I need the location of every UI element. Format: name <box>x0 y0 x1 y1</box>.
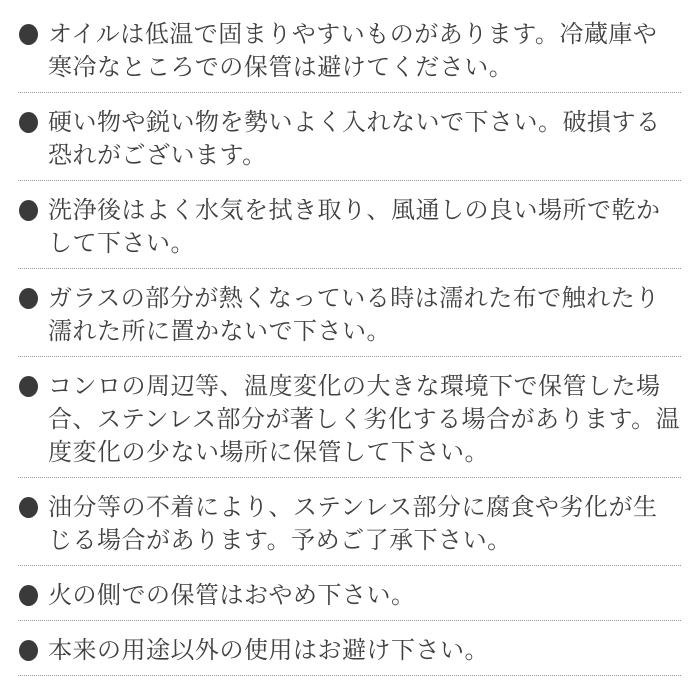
bullet-icon <box>19 497 38 518</box>
care-instruction-text: オイルは低温で固まりやすいものがあります。冷蔵庫や寒冷なところでの保管は避けてください。 <box>48 21 658 81</box>
care-instruction-text: ガラスの部分が熱くなっている時は濡れた布で触れたり濡れた所に置かないで下さい。 <box>48 285 660 345</box>
bullet-icon <box>19 24 38 45</box>
list-item <box>18 478 681 566</box>
care-instruction-text: 火の側での保管はおやめ下さい。 <box>48 582 416 609</box>
list-item <box>18 93 681 181</box>
list-item <box>18 181 681 269</box>
list-item <box>18 357 681 478</box>
care-instruction-text: 洗浄後はよく水気を拭き取り、風通しの良い場所で乾かして下さい。 <box>48 197 661 257</box>
care-instruction-text: 油分等の不着により、ステンレス部分に腐食や劣化が生じる場合があります。予めご了承下さい。 <box>48 494 658 554</box>
care-instruction-text: 硬い物や鋭い物を勢いよく入れないで下さい。破損する恐れがございます。 <box>48 109 661 169</box>
bullet-icon <box>19 376 38 397</box>
bullet-icon <box>19 288 38 309</box>
list-item <box>18 566 681 621</box>
list-item <box>18 5 681 93</box>
care-instruction-text: コンロの周辺等、温度変化の大きな環境下で保管した場合、ステンレス部分が著しく劣化する場合があります。温度変化の少ない場所に保管して下さい。 <box>48 373 681 466</box>
list-item <box>18 269 681 357</box>
bullet-icon <box>19 200 38 221</box>
care-instruction-text: 本来の用途以外の使用はお避け下さい。 <box>48 637 489 664</box>
bullet-icon <box>19 112 38 133</box>
bullet-icon <box>19 585 38 606</box>
list-item <box>18 621 681 676</box>
bullet-icon <box>19 640 38 661</box>
